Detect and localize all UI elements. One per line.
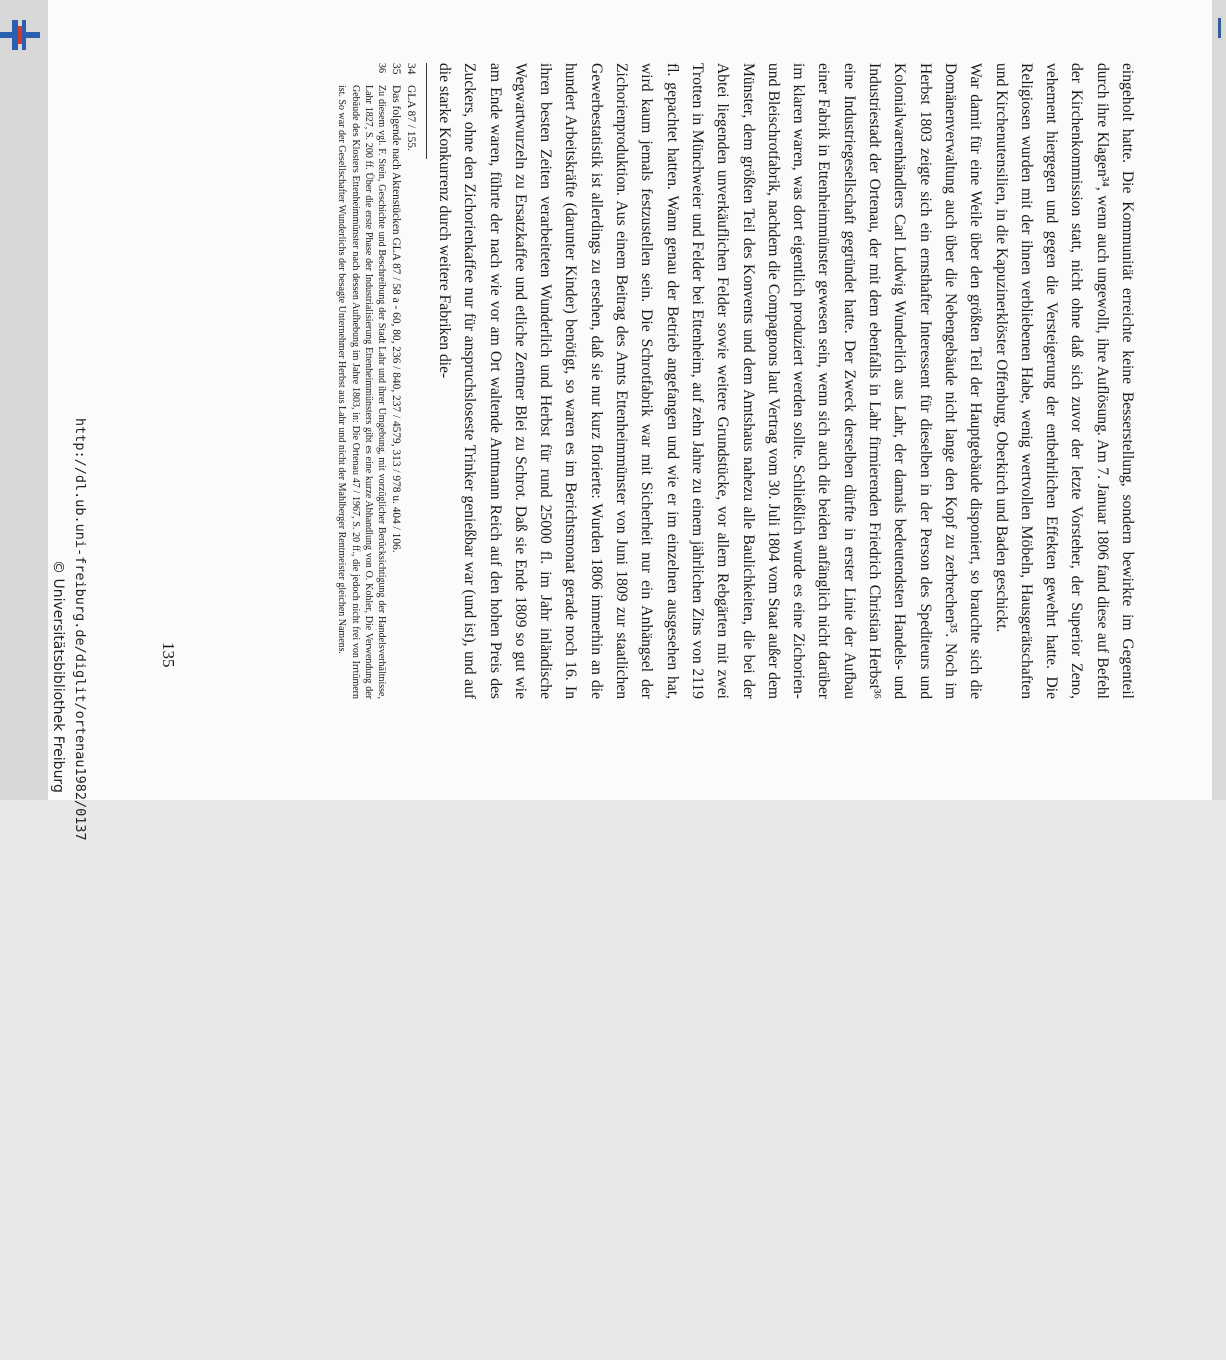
paragraph: War damit für eine Weile über den größten Teil der Hauptgebäude disponiert, so brauchte sich die Domänenverwaltung auch über die Nebengebäude nicht lange den Kopf zu zerbrechen³⁵. Noch im Herbst 1803 zeigte sich ein ernsthafter Interessent für dieselben in der Person des Spediteurs und Kolonialwarenhändlers Carl Ludwig Wunderlich aus Lahr, der damals bedeutendsten Handels- und Industriestadt der Ortenau, der mit dem ebenfalls in Lahr firmierenden Friedrich Christian Herbst³⁶ eine Industriegesellschaft gegründet hatte. Der Zweck derselben dürfte in erster Linie der Aufbau einer Fabrik in Ettenheimmünster gewesen sein, wenn sich auch die beiden anfänglich nicht darüber im klaren waren, was dort eigentlich produziert werden sollte. Schließlich wurde es eine Zichorien- und Bleischrotfabrik, nachdem die Compagnons laut Vertrag vom 30. Juli 1804 vom Staat außer dem Münster, dem größten Teil des Konvents und dem Amtshaus nahezu alle Baulichkeiten, die bei der Abtei liegenden unverkäuflichen Felder sowie weitere Grundstücke, vor allem Rebgärten mit zwei Trotten in Münchweier und Felder bei Ettenheim, auf zehn Jahre zu einem jährlichen Zins von 2119 fl. gepachtet hatten. Wann genau der Betrieb angefangen und wie er im einzelnen ausgesehen hat, wird kaum jemals festzustellen sein. Die Schrotfabrik war mit Sicherheit nur ein Anhängsel der Zichorienproduktion. Aus einem Beitrag des Amts Ettenheimmünster von Juni 1809 zur staatlichen Gewerbestatistik ist allerdings zu ersehen, daß sie nur kurz florierte: Wurden 1806 immerhin an die hundert Arbeitskräfte (darunter Kinder) benötigt, so waren es im Berichtsmonat gerade noch 16. In ihren besten Zeiten verarbeiteten Wunderlich und Herbst für rund 25000 fl. im Jahr inländische Wegwartwurzeln zu Ersatzkaffee und etliche Zentner Blei zu Schrot. Daß sie Ende 1809 so gut wie am Ende waren, führte der nach wie vor am Ort waltende Amtmann Reich auf den hohen Preis des Zuckers, ohne den Zichorienkaffee nur für anspruchsloseste Trinker genießbar war (und ist), und auf die starke Konkurrenz durch weitere Fabriken die-: [435, 63, 985, 699]
footnote-text: Das folgende nach Aktenstücken GLA 87 / 58 a - 60, 80, 236 / 840, 237 / 4579, 313 / 978 u. 404 / 106.: [390, 85, 402, 553]
footnotes: [335, 63, 427, 699]
rotated-page-content: [48, 0, 1212, 841]
copyright-notice: © Universitätsbibliothek Freiburg: [50, 560, 66, 793]
footnote-number: 36: [376, 63, 387, 73]
body-text: [432, 63, 1140, 699]
footnote: [403, 63, 418, 699]
source-url-link[interactable]: http://dl.ub.uni-freiburg.de/diglit/ortenau1982/0137: [72, 418, 88, 841]
footnote-number: 35: [390, 63, 402, 75]
footnote-rule: [426, 63, 427, 159]
footnote-text: GLA 87 / 155.: [405, 85, 417, 151]
scan-crop-marker-icon: [0, 20, 40, 50]
scan-edge-marker-icon: [1216, 18, 1224, 38]
viewer-left-margin: [0, 0, 48, 800]
page-number: 135: [159, 642, 178, 668]
paragraph: eingeholt hatte. Die Kommunität erreichte keine Besserstellung, sondern bewirkte im Gegenteil durch ihre Klagen³⁴, wenn auch ungewollt, ihre Auflösung. Am 7. Januar 1806 fand diese auf Befehl der Kirchenkommission statt, nicht ohne daß sich zuvor der letzte Vorsteher, der Superior Zeno, vehement hiergegen und gegen die Versteigerung der entbehrlichen Effekten gewehrt hatte. Die Religiosen wurden mit der ihnen verbliebenen Habe, wenig wertvollen Möbeln, Hausgerätschaften und Kirchenutensilien, in die Kapuzinerklöster Offenburg, Oberkirch und Baden geschickt.: [992, 63, 1136, 699]
footnote: [335, 63, 388, 699]
scanned-page: [48, 0, 1212, 841]
viewer-right-margin: [1212, 0, 1226, 800]
footnote: [388, 63, 403, 699]
footnote-text: Zu diesem vgl. F. Stein, Geschichte und Beschreibung der Stadt Lahr und ihrer Umgebung, mit vorzüglicher Berücksichtigung der Handelsverhältnisse, Lahr 1827, S. 200 ff. Über die erste Phase der Industrialisierung Ettenheimmünsters gibt es eine kurze Abhandlung von O. Kohler, Die Verwendung der Gebäude des Klosters Ettenheimmünster nach dessen Aufhebung im Jahre 1803, in: Die Ortenau 47 / 1967, S. 20 ff., die jedoch nicht frei von Irrtümern ist. So war der Gesellschafter Wunderlichs der besagte Unternehmer Herbst aus Lahr und nicht der Mahlberger Rentmeister gleichen Namens.: [336, 85, 387, 699]
footnote-number: 34: [405, 63, 417, 75]
